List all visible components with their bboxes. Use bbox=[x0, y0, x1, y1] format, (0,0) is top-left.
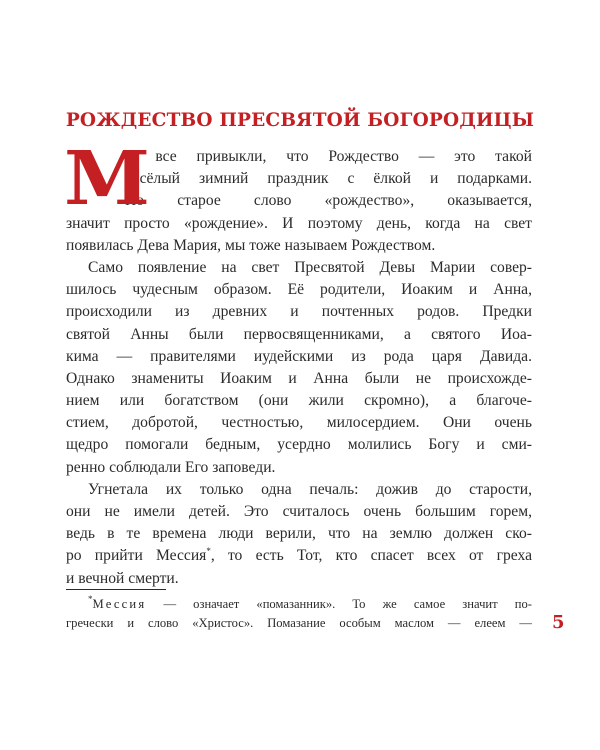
text-line: стием, добротой, честностью, милосердием. Они очень bbox=[66, 414, 532, 432]
text-line: Само появление на свет Пресвятой Девы Марии совер- bbox=[88, 258, 532, 276]
text-line: ведь в те времена люди верили, что на землю должен ско- bbox=[66, 525, 532, 543]
text-line: нием или богатством (они жили скромно), а благоче- bbox=[66, 392, 532, 410]
text-line: кима — правителями иудейскими из рода царя Давида. bbox=[66, 347, 532, 365]
text-line: Но старое слово «рождество», оказывается, bbox=[125, 192, 532, 210]
footnote-divider bbox=[66, 589, 166, 590]
text-line bbox=[66, 545, 532, 567]
footnote-marker: * bbox=[206, 546, 211, 557]
text-line: Угнетала их только одна печаль: дожив до старости, bbox=[88, 480, 532, 498]
page-number: 5 bbox=[552, 612, 565, 633]
text-line: шилось чудесным образом. Её родители, Иоаким и Анна, bbox=[66, 281, 532, 299]
footnote bbox=[66, 595, 532, 632]
text-line: значит просто «рождение». И поэтому день, когда на свет bbox=[66, 214, 532, 232]
footnote-text: — означает «помазанник». То же самое значит по- bbox=[146, 597, 532, 611]
text-line: происходили из древних и почтенных родов. Предки bbox=[66, 303, 532, 321]
chapter-title: РОЖДЕСТВО ПРЕСВЯТОЙ БОГОРОДИЦЫ bbox=[65, 110, 535, 131]
drop-cap: М bbox=[64, 136, 151, 222]
footnote-term: Мессия bbox=[92, 597, 147, 611]
footnote-line bbox=[66, 595, 532, 614]
body-text bbox=[64, 136, 532, 590]
text-line: ы все привыкли, что Рождество — это такой bbox=[125, 148, 532, 165]
text-fragment: ро прийти Мессия bbox=[66, 547, 207, 565]
text-line: святой Анны были первосвященниками, а святого Иоа- bbox=[66, 325, 532, 343]
text-line: щедро помогали бедным, усердно молились Богу и сми- bbox=[66, 436, 532, 454]
text-fragment: , то есть Тот, кто спасет всех от греха bbox=[210, 547, 532, 565]
text-line: ренно соблюдали Его заповеди. bbox=[66, 458, 276, 476]
footnote-mark: * bbox=[88, 594, 93, 604]
text-line: Однако знамениты Иоаким и Анна были не происхожде- bbox=[66, 369, 532, 387]
text-line: они не имели детей. Это считалось очень большим горем, bbox=[66, 503, 532, 520]
footnote-line: гречески и слово «Христос». Помазание особым маслом — елеем — bbox=[66, 615, 532, 630]
text-line: и вечной смерти. bbox=[66, 569, 179, 587]
text-line: весёлый зимний праздник с ёлкой и подарками. bbox=[125, 170, 532, 188]
text-line: появилась Дева Мария, мы тоже называем Рождеством. bbox=[66, 236, 436, 254]
